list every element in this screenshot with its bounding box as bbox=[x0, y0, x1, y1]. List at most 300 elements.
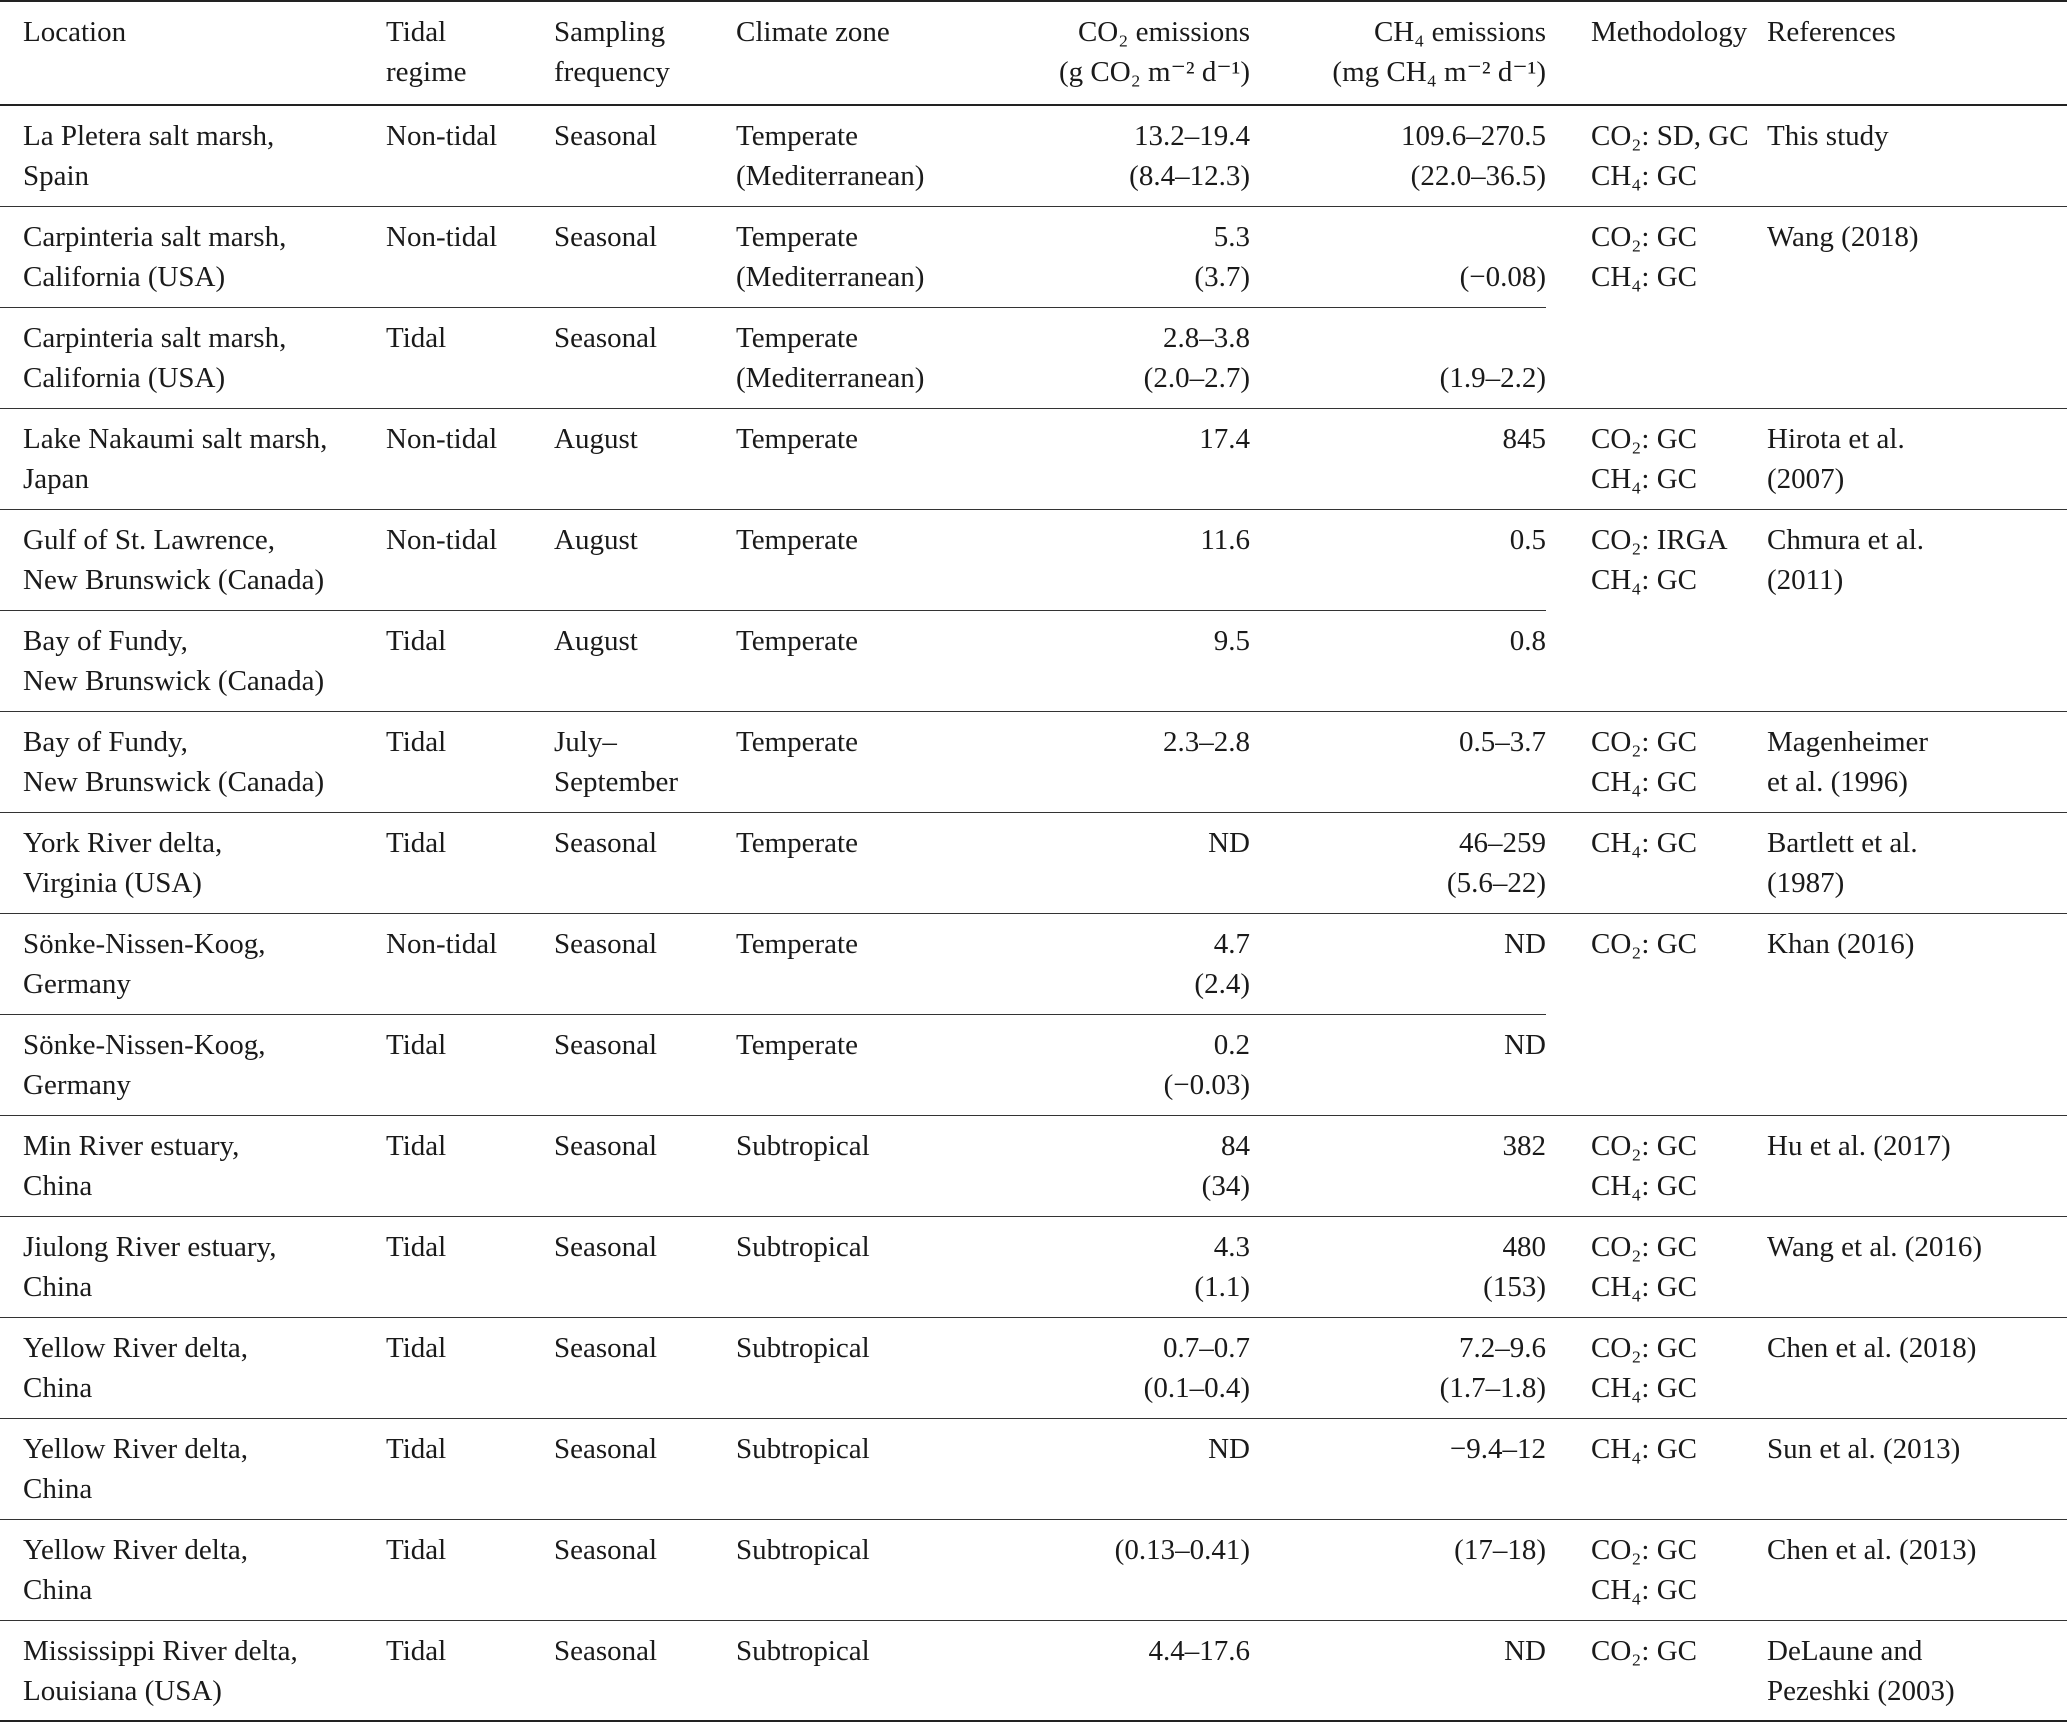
cell-line: ND bbox=[1504, 927, 1546, 960]
table-row bbox=[0, 1519, 2067, 1620]
table-row bbox=[0, 1418, 2067, 1519]
cell-line: ND bbox=[1504, 1028, 1546, 1061]
cell-line: (22.0–36.5) bbox=[1410, 160, 1546, 192]
cell-line: August bbox=[554, 624, 638, 657]
cell-line: 7.2–9.6 bbox=[1459, 1331, 1546, 1364]
cell-ch4-emissions bbox=[1292, 206, 1546, 307]
cell-line: Temperate bbox=[736, 927, 858, 960]
cell-gap bbox=[1250, 1519, 1292, 1620]
cell-line: Subtropical bbox=[736, 1533, 870, 1566]
cell-line: CH₄: GC bbox=[1591, 765, 1697, 798]
cell-references bbox=[1767, 913, 2067, 1115]
header-line: Tidal bbox=[386, 16, 447, 48]
cell-line: CH₄: GC bbox=[1591, 1573, 1697, 1606]
cell-sampling-frequency bbox=[554, 1620, 736, 1721]
cell-location bbox=[0, 105, 386, 206]
cell-line: (153) bbox=[1483, 1270, 1546, 1303]
header-line: regime bbox=[386, 56, 467, 88]
cell-gap bbox=[1250, 610, 1292, 711]
cell-line: CO₂: GC bbox=[1591, 1129, 1697, 1162]
cell-line: Chmura et al. bbox=[1767, 523, 1925, 556]
cell-line: 0.7–0.7 bbox=[1163, 1331, 1250, 1364]
cell-sampling-frequency bbox=[554, 105, 736, 206]
cell-references bbox=[1767, 711, 2067, 812]
cell-line: (Mediterranean) bbox=[736, 160, 925, 192]
cell-location bbox=[0, 1115, 386, 1216]
cell-line: This study bbox=[1767, 120, 1889, 152]
cell-co2-emissions bbox=[996, 610, 1250, 711]
cell-line: ND bbox=[1208, 826, 1250, 859]
cell-climate-zone bbox=[736, 812, 996, 913]
cell-line: CO₂: GC bbox=[1591, 1230, 1697, 1263]
cell-line: CO₂: GC bbox=[1591, 1331, 1697, 1364]
col-header-references bbox=[1767, 1, 2067, 105]
table-row bbox=[0, 206, 2067, 307]
cell-line: CO₂: SD, GC bbox=[1591, 120, 1749, 152]
cell-line: CH₄: GC bbox=[1591, 1432, 1697, 1465]
cell-line: California (USA) bbox=[23, 361, 226, 394]
cell-climate-zone bbox=[736, 408, 996, 509]
cell-location bbox=[0, 1317, 386, 1418]
cell-line: 17.4 bbox=[1199, 422, 1250, 455]
cell-line: CH₄: GC bbox=[1591, 563, 1697, 596]
cell-line: 109.6–270.5 bbox=[1401, 120, 1546, 152]
cell-line: 5.3 bbox=[1213, 220, 1250, 253]
cell-tidal-regime bbox=[386, 610, 554, 711]
cell-climate-zone bbox=[736, 913, 996, 1014]
cell-line: (3.7) bbox=[1194, 260, 1250, 293]
cell-methodology bbox=[1546, 711, 1767, 812]
cell-methodology bbox=[1546, 1620, 1767, 1721]
cell-line: Mississippi River delta, bbox=[23, 1634, 298, 1667]
cell-sampling-frequency bbox=[554, 206, 736, 307]
cell-line: Temperate bbox=[736, 826, 858, 859]
header-line: Sampling bbox=[554, 16, 666, 48]
cell-location bbox=[0, 610, 386, 711]
cell-line: Tidal bbox=[386, 1634, 447, 1667]
cell-co2-emissions bbox=[996, 1115, 1250, 1216]
cell-line: −9.4–12 bbox=[1449, 1432, 1546, 1465]
cell-line: CO₂: GC bbox=[1591, 725, 1697, 758]
cell-references bbox=[1767, 812, 2067, 913]
cell-line: 4.7 bbox=[1213, 927, 1250, 960]
cell-line: Louisiana (USA) bbox=[23, 1674, 222, 1707]
cell-line: Tidal bbox=[386, 1432, 447, 1465]
table-row bbox=[0, 509, 2067, 610]
cell-line: 84 bbox=[1221, 1129, 1250, 1162]
cell-line: Seasonal bbox=[554, 220, 658, 253]
cell-location bbox=[0, 711, 386, 812]
cell-references bbox=[1767, 206, 2067, 408]
cell-co2-emissions bbox=[996, 1418, 1250, 1519]
cell-line: 2.3–2.8 bbox=[1163, 725, 1250, 758]
cell-line: 382 bbox=[1502, 1129, 1546, 1162]
cell-line: New Brunswick (Canada) bbox=[23, 664, 325, 697]
cell-climate-zone bbox=[736, 610, 996, 711]
cell-line: CH₄: GC bbox=[1591, 1270, 1697, 1303]
cell-line: Non-tidal bbox=[386, 927, 498, 960]
cell-co2-emissions bbox=[996, 913, 1250, 1014]
cell-line: CH₄: GC bbox=[1591, 462, 1697, 495]
cell-line: China bbox=[23, 1573, 93, 1606]
cell-gap bbox=[1250, 1317, 1292, 1418]
cell-co2-emissions bbox=[996, 1519, 1250, 1620]
cell-gap bbox=[1250, 408, 1292, 509]
cell-climate-zone bbox=[736, 711, 996, 812]
cell-line: Seasonal bbox=[554, 1533, 658, 1566]
cell-sampling-frequency bbox=[554, 1216, 736, 1317]
cell-methodology bbox=[1546, 206, 1767, 408]
cell-line: CH₄: GC bbox=[1591, 260, 1697, 293]
cell-line: (0.13–0.41) bbox=[1114, 1533, 1250, 1566]
cell-line: DeLaune and bbox=[1767, 1634, 1923, 1667]
col-gap bbox=[1250, 1, 1292, 105]
cell-line: Seasonal bbox=[554, 1432, 658, 1465]
cell-location bbox=[0, 1620, 386, 1721]
cell-methodology bbox=[1546, 1418, 1767, 1519]
cell-line: Carpinteria salt marsh, bbox=[23, 220, 287, 253]
cell-line: Magenheimer bbox=[1767, 725, 1929, 758]
cell-line: (−0.03) bbox=[1163, 1068, 1250, 1101]
cell-line: CH₄: GC bbox=[1591, 1371, 1697, 1404]
cell-methodology bbox=[1546, 408, 1767, 509]
cell-line: 480 bbox=[1502, 1230, 1546, 1263]
cell-co2-emissions bbox=[996, 206, 1250, 307]
cell-line: Seasonal bbox=[554, 927, 658, 960]
cell-tidal-regime bbox=[386, 1216, 554, 1317]
cell-ch4-emissions bbox=[1292, 1115, 1546, 1216]
cell-location bbox=[0, 509, 386, 610]
cell-line: Non-tidal bbox=[386, 523, 498, 556]
cell-references bbox=[1767, 408, 2067, 509]
cell-methodology bbox=[1546, 812, 1767, 913]
table-row bbox=[0, 812, 2067, 913]
cell-climate-zone bbox=[736, 1620, 996, 1721]
cell-line: 845 bbox=[1502, 422, 1546, 455]
cell-line: Gulf of St. Lawrence, bbox=[23, 523, 276, 556]
cell-ch4-emissions bbox=[1292, 812, 1546, 913]
cell-tidal-regime bbox=[386, 1620, 554, 1721]
cell-line: China bbox=[23, 1371, 93, 1404]
cell-line bbox=[1292, 217, 1546, 257]
cell-tidal-regime bbox=[386, 105, 554, 206]
cell-line: (5.6–22) bbox=[1446, 866, 1546, 899]
cell-co2-emissions bbox=[996, 408, 1250, 509]
cell-references bbox=[1767, 105, 2067, 206]
cell-line: Tidal bbox=[386, 1230, 447, 1263]
cell-line: Seasonal bbox=[554, 1634, 658, 1667]
cell-ch4-emissions bbox=[1292, 105, 1546, 206]
cell-line: ND bbox=[1504, 1634, 1546, 1667]
cell-line: (2.0–2.7) bbox=[1143, 361, 1250, 394]
cell-tidal-regime bbox=[386, 509, 554, 610]
cell-co2-emissions bbox=[996, 509, 1250, 610]
cell-line: Tidal bbox=[386, 1331, 447, 1364]
cell-line: CH₄: GC bbox=[1591, 1169, 1697, 1202]
cell-methodology bbox=[1546, 1519, 1767, 1620]
cell-ch4-emissions bbox=[1292, 1317, 1546, 1418]
cell-line: 0.2 bbox=[1213, 1028, 1250, 1061]
cell-location bbox=[0, 1418, 386, 1519]
cell-line: 2.8–3.8 bbox=[1163, 321, 1250, 354]
cell-sampling-frequency bbox=[554, 812, 736, 913]
cell-line: (0.1–0.4) bbox=[1143, 1371, 1250, 1404]
cell-line: China bbox=[23, 1169, 93, 1202]
cell-line: Germany bbox=[23, 967, 131, 1000]
cell-line: (1.9–2.2) bbox=[1439, 361, 1546, 394]
cell-line: Temperate bbox=[736, 1028, 858, 1061]
cell-line: Subtropical bbox=[736, 1230, 870, 1263]
cell-line: Sun et al. (2013) bbox=[1767, 1432, 1961, 1465]
cell-ch4-emissions bbox=[1292, 1418, 1546, 1519]
cell-line: Non-tidal bbox=[386, 120, 498, 152]
cell-line: Seasonal bbox=[554, 120, 658, 152]
cell-sampling-frequency bbox=[554, 913, 736, 1014]
cell-line: Tidal bbox=[386, 1129, 447, 1162]
cell-sampling-frequency bbox=[554, 1115, 736, 1216]
header-line: (g CO₂ m⁻² d⁻¹) bbox=[1058, 56, 1250, 88]
cell-tidal-regime bbox=[386, 408, 554, 509]
cell-line: 0.5–3.7 bbox=[1459, 725, 1546, 758]
cell-line: Seasonal bbox=[554, 826, 658, 859]
cell-line: CH₄: GC bbox=[1591, 160, 1697, 192]
cell-location bbox=[0, 206, 386, 307]
cell-sampling-frequency bbox=[554, 509, 736, 610]
header-line: (mg CH₄ m⁻² d⁻¹) bbox=[1332, 56, 1546, 88]
cell-location bbox=[0, 307, 386, 408]
table-row bbox=[0, 1216, 2067, 1317]
cell-co2-emissions bbox=[996, 1014, 1250, 1115]
cell-climate-zone bbox=[736, 1317, 996, 1418]
col-header-climate-zone bbox=[736, 1, 996, 105]
cell-line: Hirota et al. bbox=[1767, 422, 1905, 455]
cell-line: (1.1) bbox=[1194, 1270, 1250, 1303]
cell-co2-emissions bbox=[996, 1216, 1250, 1317]
table-row bbox=[0, 105, 2067, 206]
cell-line: (8.4–12.3) bbox=[1129, 160, 1250, 192]
cell-line: Temperate bbox=[736, 120, 858, 152]
cell-line: Yellow River delta, bbox=[23, 1331, 249, 1364]
cell-line: ND bbox=[1208, 1432, 1250, 1465]
cell-methodology bbox=[1546, 1317, 1767, 1418]
cell-climate-zone bbox=[736, 206, 996, 307]
cell-line: Hu et al. (2017) bbox=[1767, 1129, 1951, 1162]
cell-line: September bbox=[554, 765, 679, 798]
cell-line: CO₂: GC bbox=[1591, 1634, 1697, 1667]
cell-line: CO₂: GC bbox=[1591, 422, 1697, 455]
cell-line: Seasonal bbox=[554, 1129, 658, 1162]
cell-line: Subtropical bbox=[736, 1129, 870, 1162]
cell-line: Wang (2018) bbox=[1767, 220, 1919, 253]
cell-climate-zone bbox=[736, 307, 996, 408]
cell-location bbox=[0, 408, 386, 509]
cell-climate-zone bbox=[736, 1014, 996, 1115]
cell-line: Seasonal bbox=[554, 1331, 658, 1364]
cell-ch4-emissions bbox=[1292, 913, 1546, 1014]
cell-ch4-emissions bbox=[1292, 1014, 1546, 1115]
cell-line: California (USA) bbox=[23, 260, 226, 293]
cell-line: New Brunswick (Canada) bbox=[23, 765, 325, 798]
cell-line: August bbox=[554, 523, 638, 556]
cell-sampling-frequency bbox=[554, 408, 736, 509]
header-line: Location bbox=[23, 16, 127, 48]
cell-tidal-regime bbox=[386, 307, 554, 408]
cell-methodology bbox=[1546, 913, 1767, 1115]
cell-tidal-regime bbox=[386, 1418, 554, 1519]
cell-line: Yellow River delta, bbox=[23, 1533, 249, 1566]
cell-line: Japan bbox=[23, 462, 90, 495]
cell-line: Temperate bbox=[736, 523, 858, 556]
cell-ch4-emissions bbox=[1292, 1216, 1546, 1317]
cell-sampling-frequency bbox=[554, 1317, 736, 1418]
cell-line: (1987) bbox=[1767, 866, 1845, 899]
cell-line: Sönke-Nissen-Koog, bbox=[23, 1028, 266, 1061]
cell-line: York River delta, bbox=[23, 826, 223, 859]
cell-line: China bbox=[23, 1270, 93, 1303]
cell-line: Non-tidal bbox=[386, 220, 498, 253]
cell-gap bbox=[1250, 1216, 1292, 1317]
table-row bbox=[0, 1317, 2067, 1418]
cell-line: Subtropical bbox=[736, 1432, 870, 1465]
cell-line: Jiulong River estuary, bbox=[23, 1230, 277, 1263]
cell-line: Wang et al. (2016) bbox=[1767, 1230, 1983, 1263]
cell-location bbox=[0, 812, 386, 913]
cell-line: Sönke-Nissen-Koog, bbox=[23, 927, 266, 960]
cell-line: Tidal bbox=[386, 826, 447, 859]
cell-sampling-frequency bbox=[554, 1014, 736, 1115]
cell-line: 0.5 bbox=[1509, 523, 1546, 556]
cell-line: Bartlett et al. bbox=[1767, 826, 1918, 859]
cell-sampling-frequency bbox=[554, 1418, 736, 1519]
cell-line: Bay of Fundy, bbox=[23, 624, 188, 657]
cell-line: 4.3 bbox=[1213, 1230, 1250, 1263]
col-header-location bbox=[0, 1, 386, 105]
cell-location bbox=[0, 1014, 386, 1115]
table-header-row bbox=[0, 1, 2067, 105]
header-line: Methodology bbox=[1591, 16, 1748, 48]
cell-location bbox=[0, 913, 386, 1014]
cell-references bbox=[1767, 1115, 2067, 1216]
cell-tidal-regime bbox=[386, 913, 554, 1014]
cell-gap bbox=[1250, 206, 1292, 307]
cell-gap bbox=[1250, 913, 1292, 1014]
cell-ch4-emissions bbox=[1292, 509, 1546, 610]
cell-methodology bbox=[1546, 1216, 1767, 1317]
cell-gap bbox=[1250, 1418, 1292, 1519]
cell-location bbox=[0, 1216, 386, 1317]
cell-climate-zone bbox=[736, 509, 996, 610]
cell-line: Tidal bbox=[386, 1533, 447, 1566]
cell-co2-emissions bbox=[996, 1317, 1250, 1418]
cell-line: CO₂: IRGA bbox=[1591, 523, 1728, 556]
cell-co2-emissions bbox=[996, 1620, 1250, 1721]
cell-gap bbox=[1250, 1115, 1292, 1216]
cell-line: 11.6 bbox=[1200, 523, 1250, 556]
cell-gap bbox=[1250, 1014, 1292, 1115]
col-header-co2-emissions bbox=[996, 1, 1250, 105]
cell-references bbox=[1767, 509, 2067, 711]
cell-line: La Pletera salt marsh, bbox=[23, 120, 275, 152]
cell-line: Bay of Fundy, bbox=[23, 725, 188, 758]
cell-tidal-regime bbox=[386, 1519, 554, 1620]
cell-ch4-emissions bbox=[1292, 711, 1546, 812]
cell-co2-emissions bbox=[996, 105, 1250, 206]
header-line: Climate zone bbox=[736, 16, 890, 48]
cell-line: Temperate bbox=[736, 422, 858, 455]
cell-gap bbox=[1250, 1620, 1292, 1721]
cell-line: 46–259 bbox=[1459, 826, 1546, 859]
cell-line: Spain bbox=[23, 160, 90, 192]
cell-sampling-frequency bbox=[554, 307, 736, 408]
cell-methodology bbox=[1546, 105, 1767, 206]
cell-references bbox=[1767, 1317, 2067, 1418]
cell-line: Subtropical bbox=[736, 1331, 870, 1364]
cell-ch4-emissions bbox=[1292, 1620, 1546, 1721]
cell-line: 0.8 bbox=[1509, 624, 1546, 657]
cell-line: (Mediterranean) bbox=[736, 260, 925, 293]
cell-line: Temperate bbox=[736, 220, 858, 253]
cell-line: Tidal bbox=[386, 725, 447, 758]
cell-line: et al. (1996) bbox=[1767, 765, 1908, 798]
cell-ch4-emissions bbox=[1292, 408, 1546, 509]
cell-co2-emissions bbox=[996, 307, 1250, 408]
cell-location bbox=[0, 1519, 386, 1620]
cell-methodology bbox=[1546, 1115, 1767, 1216]
header-line: CO₂ emissions bbox=[1077, 16, 1250, 48]
header-line: frequency bbox=[554, 56, 670, 88]
cell-tidal-regime bbox=[386, 812, 554, 913]
cell-line: (2007) bbox=[1767, 462, 1845, 495]
cell-line: Temperate bbox=[736, 624, 858, 657]
cell-line: (2011) bbox=[1767, 563, 1844, 596]
cell-ch4-emissions bbox=[1292, 1519, 1546, 1620]
cell-line: Min River estuary, bbox=[23, 1129, 240, 1162]
cell-references bbox=[1767, 1519, 2067, 1620]
cell-line: Non-tidal bbox=[386, 422, 498, 455]
cell-climate-zone bbox=[736, 1519, 996, 1620]
table-row bbox=[0, 408, 2067, 509]
cell-tidal-regime bbox=[386, 206, 554, 307]
cell-line: Tidal bbox=[386, 321, 447, 354]
cell-co2-emissions bbox=[996, 812, 1250, 913]
cell-climate-zone bbox=[736, 1115, 996, 1216]
cell-line: Seasonal bbox=[554, 1230, 658, 1263]
cell-methodology bbox=[1546, 509, 1767, 711]
cell-references bbox=[1767, 1216, 2067, 1317]
cell-line: July– bbox=[554, 725, 617, 758]
cell-tidal-regime bbox=[386, 711, 554, 812]
cell-line: 13.2–19.4 bbox=[1134, 120, 1250, 152]
cell-line: Pezeshki (2003) bbox=[1767, 1674, 1955, 1707]
cell-line: August bbox=[554, 422, 638, 455]
cell-climate-zone bbox=[736, 1418, 996, 1519]
col-header-ch4-emissions bbox=[1292, 1, 1546, 105]
cell-line: Seasonal bbox=[554, 321, 658, 354]
cell-sampling-frequency bbox=[554, 1519, 736, 1620]
cell-line: (2.4) bbox=[1194, 967, 1250, 1000]
col-header-methodology bbox=[1546, 1, 1767, 105]
cell-tidal-regime bbox=[386, 1317, 554, 1418]
cell-line: Subtropical bbox=[736, 1634, 870, 1667]
cell-climate-zone bbox=[736, 1216, 996, 1317]
header-line: CH₄ emissions bbox=[1373, 16, 1546, 48]
cell-line: Khan (2016) bbox=[1767, 927, 1915, 960]
table-row bbox=[0, 1620, 2067, 1721]
col-header-sampling-frequency bbox=[554, 1, 736, 105]
cell-line: Seasonal bbox=[554, 1028, 658, 1061]
cell-line: China bbox=[23, 1472, 93, 1505]
cell-gap bbox=[1250, 105, 1292, 206]
